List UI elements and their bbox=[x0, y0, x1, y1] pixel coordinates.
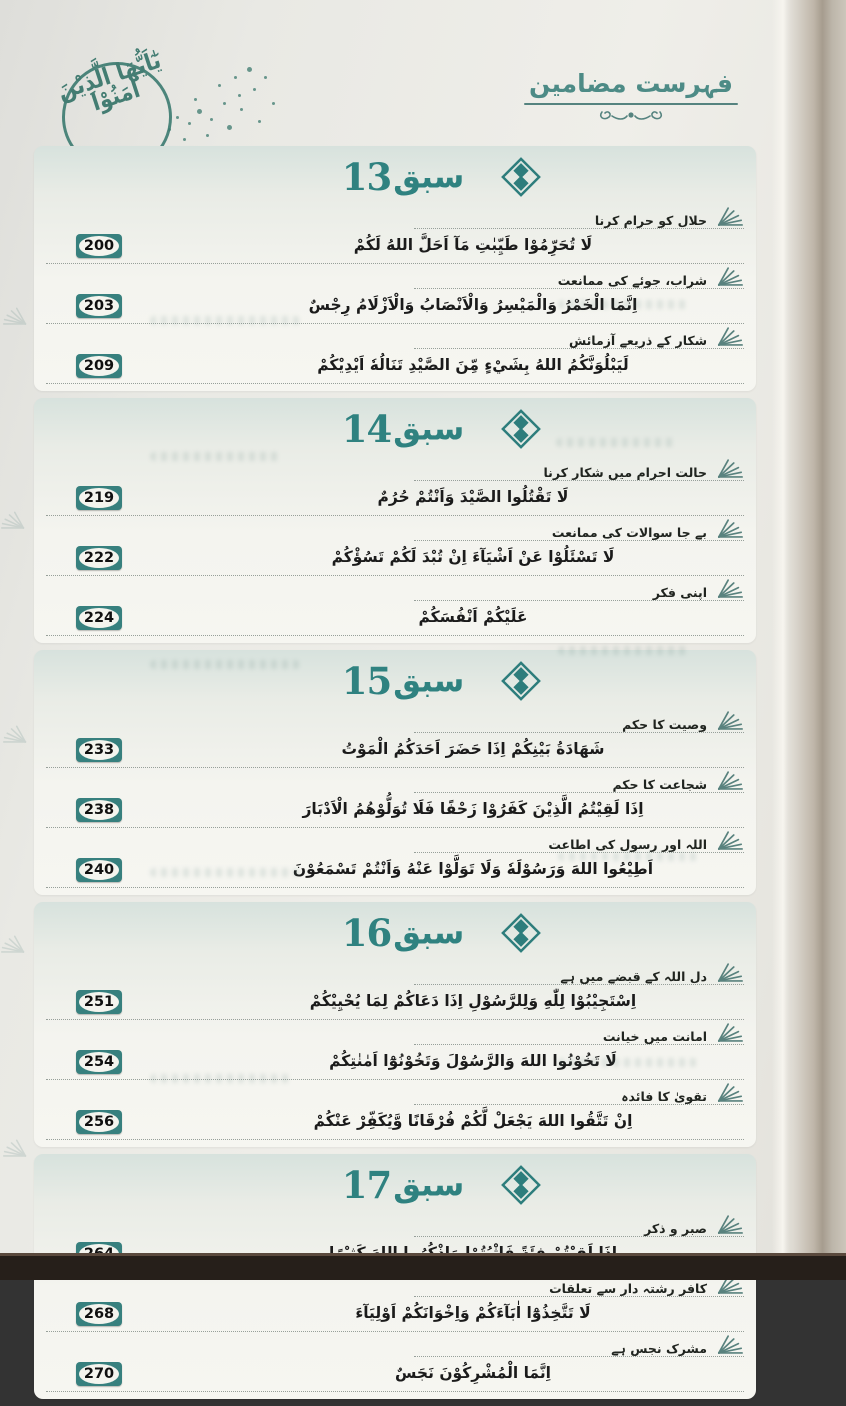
verse-text: اِنْ تَتَّقُوا اللهَ يَجْعَلْ لَّكُمْ فُرْقَانًا وَّيُكَفِّرْ عَنْكُمْ bbox=[313, 1111, 633, 1130]
toc-entry bbox=[46, 960, 744, 1020]
section-header bbox=[93, 150, 791, 204]
page-number-badge bbox=[76, 1362, 122, 1386]
page-number-badge bbox=[76, 1110, 122, 1134]
ghost-fan-mark bbox=[2, 306, 28, 328]
fan-rays-icon bbox=[716, 830, 744, 853]
section-title bbox=[342, 659, 465, 703]
badge-oval bbox=[79, 992, 119, 1012]
verse-line bbox=[46, 349, 744, 384]
toc-entry bbox=[46, 828, 744, 888]
badge-oval bbox=[79, 1304, 119, 1324]
ghost-fan-mark bbox=[0, 510, 26, 532]
verse-text: اِذَا لَقِيْتُمُ الَّذِيْنَ كَفَرُوْا زَحْفًا فَلَا تُوَلُّوْهُمُ الْاَدْبَارَ bbox=[302, 799, 644, 818]
verse-text: لَا تَقْتُلُوا الصَّيْدَ وَاَنْتُمْ حُرُمٌ bbox=[377, 487, 569, 506]
topic-line bbox=[414, 1020, 744, 1045]
toc-entry bbox=[46, 456, 744, 516]
badge-oval bbox=[79, 800, 119, 820]
topic-label: حالت احرام میں شکار کرنا bbox=[543, 465, 707, 480]
section-entries bbox=[46, 204, 744, 384]
section-title bbox=[342, 407, 465, 451]
page-number: 224 bbox=[83, 609, 115, 626]
diamond-ornament-icon bbox=[500, 408, 542, 450]
page-number-badge bbox=[76, 486, 122, 510]
table-edge bbox=[0, 1256, 846, 1280]
page-number-badge bbox=[76, 354, 122, 378]
topic-line bbox=[414, 828, 744, 853]
diamond-ornament-icon bbox=[500, 912, 542, 954]
verse-line bbox=[46, 541, 744, 576]
toc-entry bbox=[46, 324, 744, 384]
verse-line bbox=[46, 229, 744, 264]
page-number: 268 bbox=[83, 1305, 115, 1322]
verse-line bbox=[46, 1105, 744, 1140]
page-number-badge bbox=[76, 1050, 122, 1074]
toc-entry bbox=[46, 1080, 744, 1140]
topic-label: کافر رشتہ دار سے تعلقات bbox=[549, 1281, 707, 1296]
toc-entry bbox=[46, 1020, 744, 1080]
topic-label: وصیت کا حکم bbox=[622, 717, 707, 732]
verse-text: لَا تَسْئَلُوْا عَنْ اَشْيَآءَ اِنْ تُبْدَ لَكُمْ تَسُؤْكُمْ bbox=[331, 547, 615, 566]
topic-line bbox=[414, 516, 744, 541]
fan-rays-icon bbox=[716, 326, 744, 349]
badge-oval bbox=[79, 740, 119, 760]
page-number-badge bbox=[76, 546, 122, 570]
toc-content bbox=[34, 146, 756, 1406]
badge-oval bbox=[79, 860, 119, 880]
verse-text: شَهَادَةُ بَيْنِكُمْ اِذَا حَضَرَ اَحَدَكُمُ الْمَوْتُ bbox=[341, 739, 605, 758]
section-entries bbox=[46, 1212, 744, 1392]
lesson-number: 13 bbox=[341, 155, 392, 199]
diamond-ornament-icon bbox=[500, 156, 542, 198]
ink-speckles bbox=[168, 128, 171, 131]
topic-label: حلال کو حرام کرنا bbox=[594, 213, 707, 228]
verse-line bbox=[46, 289, 744, 324]
topic-line bbox=[414, 960, 744, 985]
lesson-section bbox=[34, 398, 756, 643]
verse-text: لَا تَتَّخِذُوْٓا اٰبَآءَكُمْ وَاِخْوَانَكُمْ اَوْلِيَآءَ bbox=[355, 1303, 591, 1322]
topic-label: دل اللہ کے قبضے میں ہے bbox=[560, 969, 707, 984]
page-number-badge bbox=[76, 294, 122, 318]
ghost-fan-mark bbox=[2, 1138, 28, 1160]
seal-calligraphy: يٰٓاَيُّهَا الَّذِيْنَ اٰمَنُوْا bbox=[54, 46, 165, 117]
section-title bbox=[342, 155, 465, 199]
flourish-ornament bbox=[596, 107, 666, 125]
page-number-badge bbox=[76, 738, 122, 762]
title-underline bbox=[524, 103, 738, 105]
page-number: 270 bbox=[83, 1365, 115, 1382]
toc-entry bbox=[46, 204, 744, 264]
topic-label: شجاعت کا حکم bbox=[612, 777, 707, 792]
section-header bbox=[93, 1158, 791, 1212]
page-title: فہرست مضامین bbox=[528, 69, 733, 98]
section-entries bbox=[46, 456, 744, 636]
topic-label: شراب، جوئے کی ممانعت bbox=[557, 273, 707, 288]
topic-line bbox=[414, 1332, 744, 1357]
page-number: 203 bbox=[83, 297, 115, 314]
page-number: 256 bbox=[83, 1113, 115, 1130]
badge-oval bbox=[79, 1364, 119, 1384]
section-title bbox=[342, 1163, 465, 1207]
verse-text: لَا تُحَرِّمُوْا طَيِّبٰتِ مَآ اَحَلَّ اللهُ لَكُمْ bbox=[353, 235, 593, 254]
badge-oval bbox=[79, 488, 119, 508]
page-number: 240 bbox=[83, 861, 115, 878]
page-number: 219 bbox=[83, 489, 115, 506]
topic-line bbox=[414, 456, 744, 481]
page-number-badge bbox=[76, 990, 122, 1014]
toc-entry bbox=[46, 1332, 744, 1392]
topic-label: امانت میں خیانت bbox=[602, 1029, 707, 1044]
lesson-section bbox=[34, 146, 756, 391]
verse-line bbox=[46, 1357, 744, 1392]
page-number: 209 bbox=[83, 357, 115, 374]
badge-oval bbox=[79, 548, 119, 568]
diamond-ornament-icon bbox=[500, 1164, 542, 1206]
lesson-number: 16 bbox=[341, 911, 392, 955]
topic-label: اللہ اور رسول کی اطاعت bbox=[548, 837, 707, 852]
verse-line bbox=[46, 601, 744, 636]
page-number: 251 bbox=[83, 993, 115, 1010]
fan-rays-icon bbox=[716, 578, 744, 601]
page-number: 233 bbox=[83, 741, 115, 758]
page-number: 222 bbox=[83, 549, 115, 566]
ghost-fan-mark bbox=[0, 934, 26, 956]
verse-text: عَلَيْكُمْ اَنْفُسَكُمْ bbox=[418, 607, 528, 626]
fan-rays-icon bbox=[716, 518, 744, 541]
verse-text: اِنَّمَا الْمُشْرِكُوْنَ نَجَسٌ bbox=[395, 1363, 551, 1382]
verse-line bbox=[46, 853, 744, 888]
section-entries bbox=[46, 708, 744, 888]
badge-oval bbox=[79, 1052, 119, 1072]
badge-oval bbox=[79, 296, 119, 316]
verse-text: اِسْتَجِيْبُوْا لِلّٰهِ وَلِلرَّسُوْلِ اِذَا دَعَاكُمْ لِمَا يُحْيِيْكُمْ bbox=[309, 991, 637, 1010]
page-number-badge bbox=[76, 1302, 122, 1326]
topic-line bbox=[414, 1212, 744, 1237]
toc-entry bbox=[46, 576, 744, 636]
page-number-badge bbox=[76, 606, 122, 630]
badge-oval bbox=[79, 236, 119, 256]
verse-text: اِنَّمَا الْخَمْرُ وَالْمَيْسِرُ وَالْاَنْصَابُ وَالْاَزْلَامُ رِجْسٌ bbox=[308, 295, 638, 314]
lesson-word: سبق bbox=[393, 662, 465, 700]
section-entries bbox=[46, 960, 744, 1140]
topic-label: شکار کے ذریعے آزمائش bbox=[568, 333, 707, 348]
toc-entry bbox=[46, 1272, 744, 1332]
fan-rays-icon bbox=[716, 710, 744, 733]
page-number: 238 bbox=[83, 801, 115, 818]
page-header bbox=[516, 70, 746, 125]
lesson-section bbox=[34, 902, 756, 1147]
badge-oval bbox=[79, 608, 119, 628]
page-number: 200 bbox=[83, 237, 115, 254]
fan-rays-icon bbox=[716, 1022, 744, 1045]
fan-rays-icon bbox=[716, 770, 744, 793]
fan-rays-icon bbox=[716, 962, 744, 985]
fan-rays-icon bbox=[716, 1082, 744, 1105]
fan-rays-icon bbox=[716, 1214, 744, 1237]
toc-entry bbox=[46, 264, 744, 324]
fan-rays-icon bbox=[716, 458, 744, 481]
page-number-badge bbox=[76, 798, 122, 822]
fan-rays-icon bbox=[716, 206, 744, 229]
lesson-word: سبق bbox=[393, 158, 465, 196]
topic-line bbox=[414, 576, 744, 601]
lesson-word: سبق bbox=[393, 1166, 465, 1204]
lesson-number: 14 bbox=[341, 407, 392, 451]
verse-text: اَطِيْعُوا اللهَ وَرَسُوْلَهٗ وَلَا تَوَلَّوْا عَنْهُ وَاَنْتُمْ تَسْمَعُوْنَ bbox=[292, 859, 654, 878]
topic-line bbox=[414, 708, 744, 733]
verse-line bbox=[46, 733, 744, 768]
lesson-section bbox=[34, 650, 756, 895]
lesson-word: سبق bbox=[393, 914, 465, 952]
topic-label: تقویٰ کا فائدہ bbox=[621, 1089, 707, 1104]
toc-entry bbox=[46, 768, 744, 828]
verse-line bbox=[46, 1297, 744, 1332]
verse-text: لَيَبْلُوَنَّكُمُ اللهُ بِشَيْءٍ مِّنَ الصَّيْدِ تَنَالُهٗ اَيْدِيْكُمْ bbox=[317, 355, 629, 374]
fan-rays-icon bbox=[716, 266, 744, 289]
section-title bbox=[342, 911, 465, 955]
topic-line bbox=[414, 768, 744, 793]
verse-text: لَا تَخُوْنُوا اللهَ وَالرَّسُوْلَ وَتَخُوْنُوْٓا اَمٰنٰتِكُمْ bbox=[329, 1051, 617, 1070]
badge-oval bbox=[79, 1112, 119, 1132]
ghost-fan-mark bbox=[2, 724, 28, 746]
page-number: 254 bbox=[83, 1053, 115, 1070]
verse-line bbox=[46, 481, 744, 516]
verse-line bbox=[46, 985, 744, 1020]
lesson-number: 15 bbox=[341, 659, 392, 703]
page-curl-edge bbox=[784, 0, 846, 1256]
toc-entry bbox=[46, 708, 744, 768]
verse-line bbox=[46, 1045, 744, 1080]
verse-line bbox=[46, 793, 744, 828]
fan-rays-icon bbox=[716, 1334, 744, 1357]
section-header bbox=[93, 402, 791, 456]
lesson-word: سبق bbox=[393, 410, 465, 448]
topic-line bbox=[414, 324, 744, 349]
page-number-badge bbox=[76, 858, 122, 882]
topic-label: بے جا سوالات کی ممانعت bbox=[551, 525, 707, 540]
toc-entry bbox=[46, 516, 744, 576]
section-header bbox=[93, 654, 791, 708]
topic-line bbox=[414, 1080, 744, 1105]
topic-line bbox=[414, 204, 744, 229]
badge-oval bbox=[79, 356, 119, 376]
page-number-badge bbox=[76, 234, 122, 258]
topic-label: مشرک نجس ہے bbox=[611, 1341, 707, 1356]
topic-line bbox=[414, 264, 744, 289]
topic-label: صبر و ذکر bbox=[644, 1221, 707, 1236]
diamond-ornament-icon bbox=[500, 660, 542, 702]
topic-label: اپنی فکر bbox=[652, 585, 707, 600]
lesson-number: 17 bbox=[341, 1163, 392, 1207]
section-header bbox=[93, 906, 791, 960]
